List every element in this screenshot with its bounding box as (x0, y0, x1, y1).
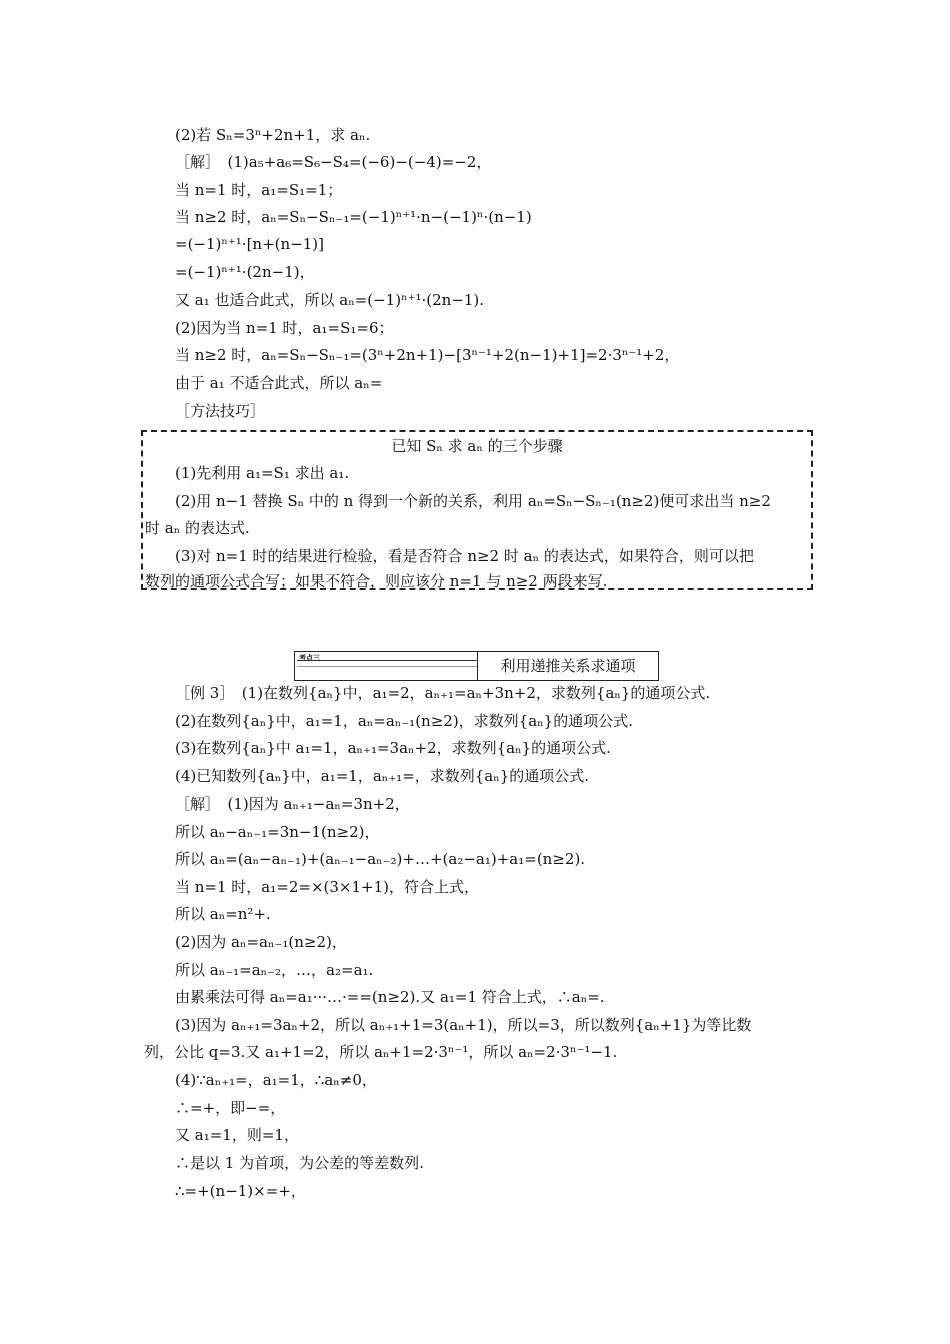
text-line: 当 n≥2 时，aₙ=Sₙ−Sₙ₋₁=(−1)ⁿ⁺¹·n−(−1)ⁿ·(n−1) (175, 208, 532, 226)
method-step: (1)先利用 a₁=S₁ 求出 a₁. (175, 464, 350, 482)
method-step-continued: 时 aₙ 的表达式. (145, 519, 250, 537)
method-step: (2)用 n−1 替换 Sₙ 中的 n 得到一个新的关系，利用 aₙ=Sₙ−Sₙ₋₁(n≥2)便可求出当 n≥2 (175, 492, 771, 510)
text-line: ［解］ (1)因为 aₙ₊₁−aₙ=3n+2， (175, 795, 410, 813)
text-line: 又 a₁ 也适合此式，所以 aₙ=(−1)ⁿ⁺¹·(2n−1). (175, 291, 485, 309)
text-line: (2)因为当 n=1 时，a₁=S₁=6； (175, 319, 394, 337)
text-line: 所以 aₙ=n²+. (175, 905, 271, 923)
banner-rule (297, 666, 477, 667)
method-box (141, 430, 813, 590)
example-heading: ［例 3］ (1)在数列{aₙ}中，a₁=2，aₙ₊₁=aₙ+3n+2，求数列{aₙ}的通项公式. (175, 684, 711, 702)
text-line: 当 n≥2 时，aₙ=Sₙ−Sₙ₋₁=(3ⁿ+2n+1)−[3ⁿ⁻¹+2(n−1)+1]=2·3ⁿ⁻¹+2， (175, 346, 680, 364)
text-line: 所以 aₙ−aₙ₋₁=3n−1(n≥2)， (175, 823, 380, 841)
text-line: =(−1)ⁿ⁺¹·(2n−1)， (175, 263, 315, 281)
text-line: 又 a₁=1，则=1， (175, 1126, 299, 1144)
section-label: ［方法技巧］ (175, 402, 266, 420)
text-line: (2)在数列{aₙ}中，a₁=1，aₙ=aₙ₋₁(n≥2)，求数列{aₙ}的通项公式. (175, 712, 633, 730)
text-line: ∴是以 1 为首项，为公差的等差数列. (175, 1154, 424, 1172)
text-line: 由累乘法可得 aₙ=a₁···…·==(n≥2).又 a₁=1 符合上式，∴aₙ=. (175, 988, 605, 1006)
text-line: (4)已知数列{aₙ}中，a₁=1，aₙ₊₁=，求数列{aₙ}的通项公式. (175, 767, 590, 785)
text-line: ∴=+，即−=， (175, 1099, 286, 1117)
method-step: (3)对 n=1 时的结果进行检验，看是否符合 n≥2 时 aₙ 的表达式，如果符合，则可以把 (175, 547, 754, 565)
topic-tag: 考点三 (299, 653, 320, 662)
topic-title: 利用递推关系求通项 (500, 657, 636, 675)
banner-rule (297, 660, 477, 661)
text-line: 所以 aₙ₋₁=aₙ₋₂，…，a₂=a₁. (175, 961, 374, 979)
text-line-continued: 列，公比 q=3.又 a₁+1=2，所以 aₙ+1=2·3ⁿ⁻¹，所以 aₙ=2·3ⁿ⁻¹−1. (144, 1043, 618, 1061)
text-line: 当 n=1 时，a₁=2=×(3×1+1)，符合上式， (175, 878, 479, 896)
method-box-title: 已知 Sₙ 求 aₙ 的三个步骤 (391, 437, 563, 455)
topic-banner (294, 651, 659, 681)
text-line: =(−1)ⁿ⁺¹·[n+(n−1)] (175, 235, 324, 253)
method-step-continued: 数列的通项公式合写；如果不符合，则应该分 n=1 与 n≥2 两段来写. (145, 572, 608, 590)
text-line: (2)若 Sₙ=3ⁿ+2n+1，求 aₙ. (175, 126, 371, 144)
text-line: 由于 a₁ 不适合此式，所以 aₙ= (175, 374, 383, 392)
text-line: 所以 aₙ=(aₙ−aₙ₋₁)+(aₙ₋₁−aₙ₋₂)+…+(a₂−a₁)+a₁=(n≥2). (175, 850, 586, 868)
text-line: (4)∵aₙ₊₁=，a₁=1，∴aₙ≠0， (175, 1071, 377, 1089)
text-line: (3)在数列{aₙ}中 a₁=1，aₙ₊₁=3aₙ+2，求数列{aₙ}的通项公式. (175, 739, 611, 757)
text-line: 当 n=1 时，a₁=S₁=1； (175, 181, 343, 199)
text-line: ［解］ (1)a₅+a₆=S₆−S₄=(−6)−(−4)=−2， (175, 153, 492, 171)
text-line: (2)因为 aₙ=aₙ₋₁(n≥2)， (175, 933, 347, 951)
text-line: (3)因为 aₙ₊₁=3aₙ+2，所以 aₙ₊₁+1=3(aₙ+1)，所以=3，所以数列{aₙ+1}为等比数 (175, 1016, 752, 1034)
text-line: ∴=+(n−1)×=+， (175, 1182, 306, 1200)
